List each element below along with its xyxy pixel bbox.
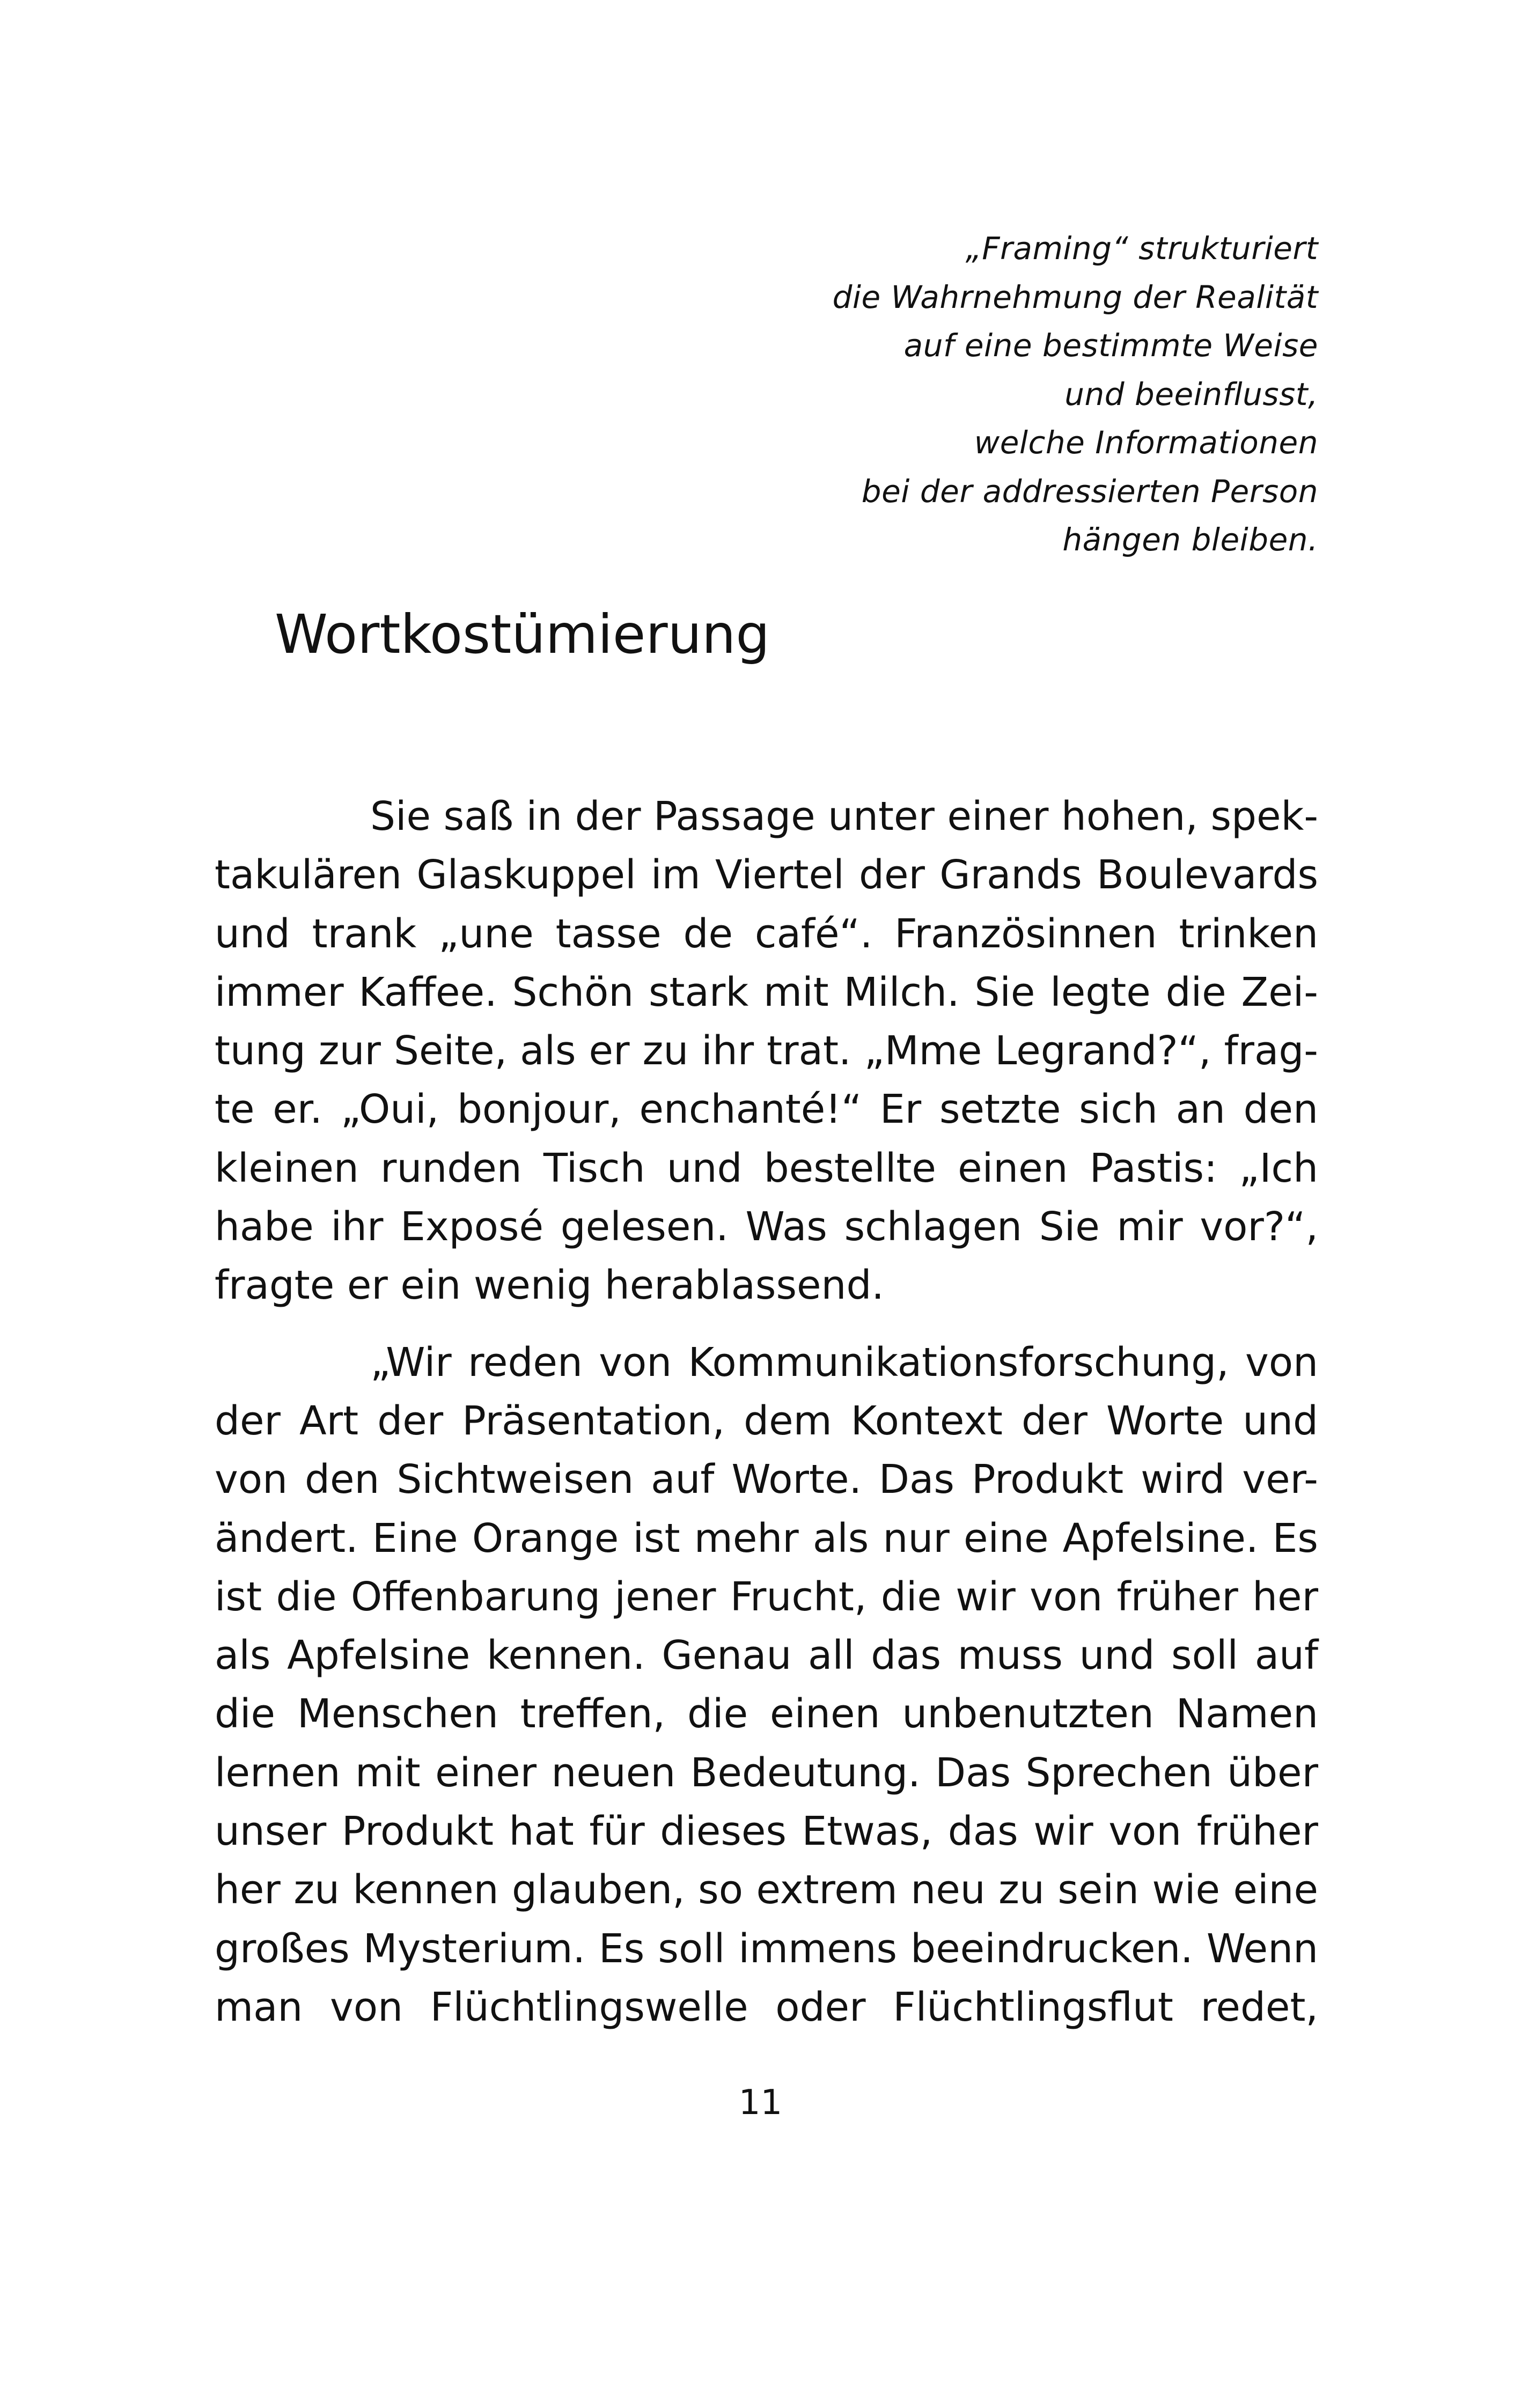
- epigraph-line: auf eine bestimmte Weise: [903, 327, 1318, 364]
- body-text: [215, 787, 1318, 2037]
- epigraph: [621, 224, 1318, 564]
- text-line: habe ihr Exposé gelesen. Was schlagen Sie mir vor?“,: [215, 1204, 1318, 1250]
- text-line: unser Produkt hat für dieses Etwas, das wir von früher: [215, 1808, 1318, 1855]
- chapter-heading: Wortkostümierung: [275, 603, 770, 666]
- text-line: man von Flüchtlingswelle oder Flüchtlingsflut redet,: [215, 1984, 1318, 2030]
- epigraph-line: bei der addressierten Person: [861, 473, 1318, 510]
- text-line: tung zur Seite, als er zu ihr trat. „Mme Legrand?“, frag-: [215, 1028, 1318, 1074]
- text-line: kleinen runden Tisch und bestellte einen Pastis: „Ich: [215, 1145, 1318, 1191]
- page-number: 11: [738, 2083, 783, 2123]
- text-line: „Wir reden von Kommunikationsforschung, von: [370, 1339, 1318, 1386]
- epigraph-line: hängen bleiben.: [1062, 521, 1318, 558]
- epigraph-line: die Wahrnehmung der Realität: [832, 278, 1318, 315]
- text-line: Sie saß in der Passage unter einer hohen, spek-: [370, 793, 1319, 840]
- text-line: lernen mit einer neuen Bedeutung. Das Sprechen über: [215, 1749, 1318, 1796]
- text-line: von den Sichtweisen auf Worte. Das Produkt wird ver-: [215, 1456, 1318, 1503]
- epigraph-line: welche Informationen: [974, 424, 1318, 461]
- text-line: die Menschen treffen, die einen unbenutzten Namen: [215, 1691, 1318, 1737]
- text-line: als Apfelsine kennen. Genau all das muss und soll auf: [215, 1632, 1318, 1679]
- epigraph-line: „Framing“ strukturiert: [965, 230, 1318, 267]
- epigraph-line: und beeinflusst,: [1064, 375, 1318, 413]
- text-line: takulären Glaskuppel im Viertel der Grands Boulevards: [215, 852, 1318, 899]
- paragraph: [215, 787, 1318, 1315]
- text-line: immer Kaffee. Schön stark mit Milch. Sie legte die Zei-: [215, 969, 1318, 1015]
- text-line: ist die Offenbarung jener Frucht, die wir von früher her: [215, 1573, 1318, 1620]
- text-line: der Art der Präsentation, dem Kontext der Worte und: [215, 1397, 1318, 1444]
- text-line: her zu kennen glauben, so extrem neu zu sein wie eine: [215, 1867, 1318, 1913]
- text-line: te er. „Oui, bonjour, enchanté!“ Er setzte sich an den: [215, 1086, 1318, 1133]
- text-line: fragte er ein wenig herablassend.: [215, 1262, 884, 1309]
- text-line: großes Mysterium. Es soll immens beeindrucken. Wenn: [215, 1925, 1318, 1972]
- text-line: und trank „une tasse de café“. Französinnen trinken: [215, 910, 1318, 957]
- text-line: ändert. Eine Orange ist mehr als nur eine Apfelsine. Es: [215, 1515, 1318, 1562]
- paragraph: [215, 1334, 1318, 2037]
